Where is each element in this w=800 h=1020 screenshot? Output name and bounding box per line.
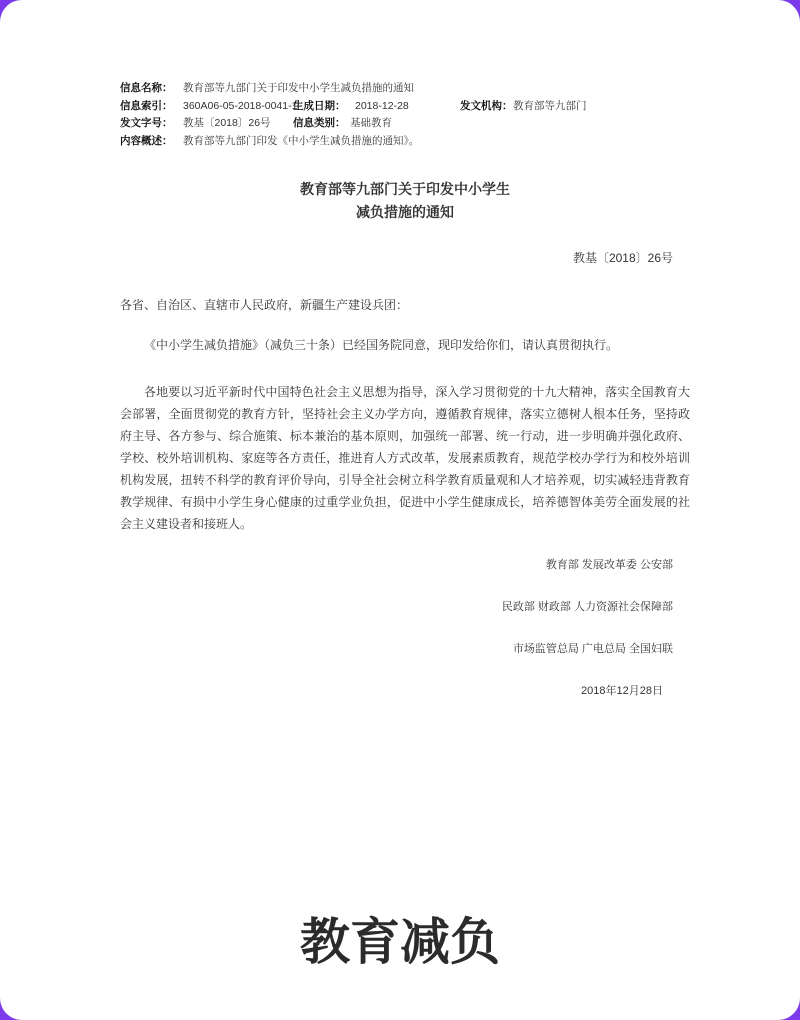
signature-line-2: 民政部 财政部 人力资源社会保障部 (501, 601, 673, 613)
info-index-value: 360A06-05-2018-0041-1 (183, 99, 298, 112)
doc-number-label: 发文字号： (120, 117, 173, 129)
doc-number-value: 教基〔2018〕26号 (183, 117, 271, 129)
paragraph-2: 各地要以习近平新时代中国特色社会主义思想为指导，深入学习贯彻党的十九大精神，落实全国教育大会部署，全面贯彻党的教育方针，坚持社会主义办学方向，遵循教育规律，落实立德树人根本任务，坚持政府主导、各方参与、综合施策、标本兼治的基本原则，加强统一部署、统一行动，进一步明确并强化政府、学校、校外培训机构、家庭等各方责任，推进育人方式改革，发展素质教育，规范学校办学行为和校外培训机构发展，扭转不科学的教育评价导向，引导全社会树立科学教育质量观和人才培养观，切实减轻违背教育教学规律、有损中小学生身心健康的过重学业负担，促进中小学生健康成长，培养德智体美劳全面发展的社会主义建设者和接班人。 (120, 385, 690, 531)
info-category-value: 基础教育 (350, 117, 392, 129)
signature-line-1: 教育部 发展改革委 公安部 (545, 559, 673, 571)
generate-date-label: 生成日期： (293, 99, 346, 112)
document-metadata (120, 80, 690, 150)
summary-label: 内容概述： (120, 134, 173, 147)
document-content (120, 80, 690, 699)
metadata-row-summary (120, 133, 690, 151)
document-title-line1: 教育部等九部门关于印发中小学生 (300, 181, 510, 197)
info-name-value: 教育部等九部门关于印发中小学生减负措施的通知 (183, 82, 414, 94)
info-index-label: 信息索引： (120, 99, 173, 112)
issuing-agency-value: 教育部等九部门 (513, 99, 587, 112)
document-title-line2: 减负措施的通知 (356, 204, 454, 220)
generate-date-value: 2018-12-28 (355, 99, 409, 112)
metadata-row-name (120, 80, 690, 98)
info-category-label: 信息类别： (293, 117, 346, 129)
info-name-label: 信息名称： (120, 82, 173, 94)
issuing-agency-label: 发文机构： (460, 99, 513, 112)
signature-date: 2018年12月28日 (581, 685, 663, 697)
document-number: 教基〔2018〕26号 (572, 251, 673, 265)
signature-line-3: 市场监管总局 广电总局 全国妇联 (512, 643, 673, 655)
metadata-row-index (120, 98, 690, 116)
document-title (120, 178, 690, 224)
summary-value: 教育部等九部门印发《中小学生减负措施的通知》。 (183, 134, 420, 147)
paragraph-1: 《中小学生减负措施》（减负三十条）已经国务院同意，现印发给你们，请认真贯彻执行。 (144, 338, 619, 352)
page-caption: 教育减负 (300, 914, 500, 970)
metadata-row-number (120, 115, 690, 133)
salutation: 各省、自治区、直辖市人民政府，新疆生产建设兵团： (120, 298, 409, 312)
